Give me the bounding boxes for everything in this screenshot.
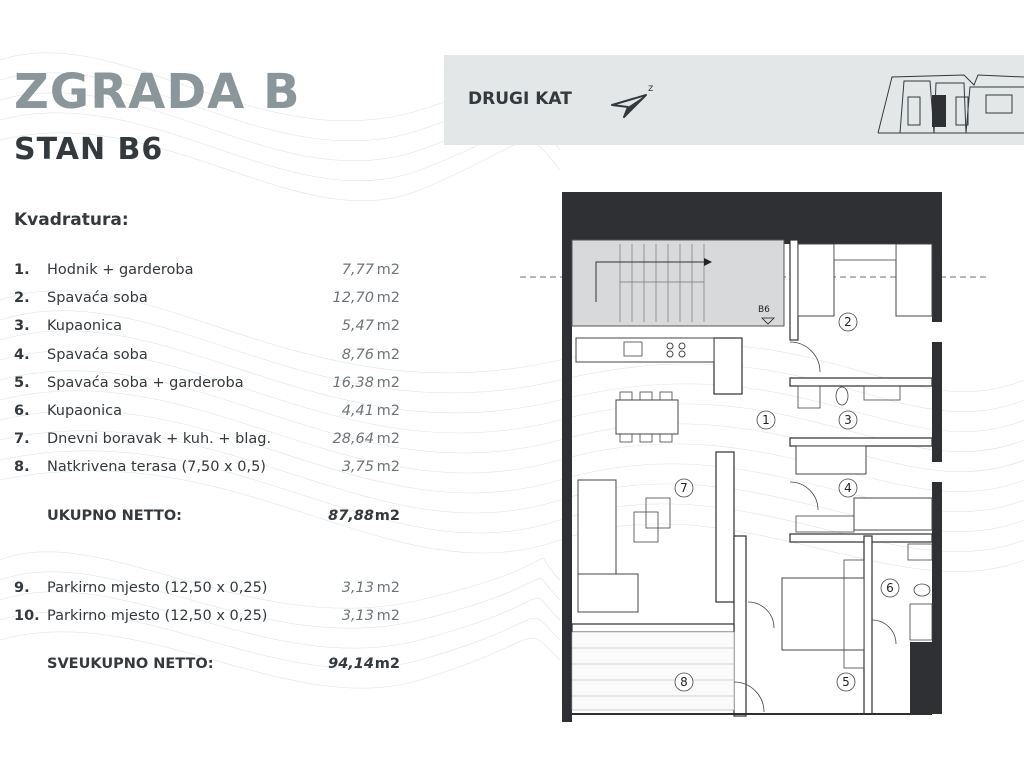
- room-label-4: 4: [844, 481, 852, 495]
- room-area: 3,13: [341, 580, 374, 596]
- grand-total-area: 94,14: [328, 656, 374, 672]
- area-unit: m2: [374, 656, 400, 672]
- area-unit: m2: [376, 374, 400, 391]
- room-number: 3.: [14, 318, 30, 335]
- room-number: 2.: [14, 290, 30, 307]
- grand-total-row: [14, 656, 404, 682]
- room-label-6: 6: [886, 581, 894, 595]
- room-label: Kupaonica: [47, 402, 123, 419]
- room-label: Parkirno mjesto (12,50 x 0,25): [47, 580, 268, 596]
- room-area: 3,13: [341, 608, 374, 625]
- room-area: 7,77: [341, 262, 374, 278]
- unit-title: STAN B6: [14, 132, 164, 167]
- list-item: [14, 258, 404, 286]
- area-unit: m2: [376, 608, 400, 625]
- room-label: Spavaća soba + garderoba: [47, 374, 244, 391]
- building-location-icon: [874, 71, 1024, 135]
- stairwell: [572, 240, 784, 326]
- list-item: [14, 286, 404, 314]
- room-label: Hodnik + garderoba: [47, 262, 194, 278]
- room-label: Parkirno mjesto (12,50 x 0,25): [47, 608, 268, 625]
- list-item: [14, 455, 404, 483]
- area-unit: m2: [376, 459, 400, 476]
- list-item: [14, 427, 404, 455]
- floor-plan: [520, 182, 990, 762]
- list-item: [14, 343, 404, 371]
- net-total-label: UKUPNO NETTO:: [47, 508, 182, 524]
- area-unit: m2: [376, 318, 400, 335]
- room-area: 12,70: [332, 290, 374, 307]
- area-unit: m2: [376, 402, 400, 419]
- area-unit: m2: [376, 262, 400, 278]
- list-item: [14, 604, 404, 632]
- grand-total-label: SVEUKUPNO NETTO:: [47, 656, 214, 672]
- room-number: 7.: [14, 431, 30, 448]
- room-number: 10.: [14, 608, 40, 625]
- area-unit: m2: [376, 346, 400, 363]
- room-label: Kupaonica: [47, 318, 123, 335]
- room-area: 8,76: [341, 346, 374, 363]
- room-area: 16,38: [332, 374, 374, 391]
- parking-area-list: [14, 576, 404, 632]
- north-wall: [562, 192, 942, 244]
- area-unit: m2: [376, 431, 400, 448]
- room-label-7: 7: [680, 481, 688, 495]
- room-label: Spavaća soba: [47, 346, 148, 363]
- floor-label: DRUGI KAT: [468, 89, 572, 109]
- room-area-list: [14, 258, 404, 484]
- room-area: 28,64: [332, 431, 374, 448]
- stair-tag: B6: [758, 305, 770, 315]
- room-label: Dnevni boravak + kuh. + blag.: [47, 431, 272, 448]
- list-item: [14, 576, 404, 604]
- list-item: [14, 314, 404, 342]
- net-total-row: [14, 508, 404, 534]
- room-number: 6.: [14, 402, 30, 419]
- room-number: 9.: [14, 580, 30, 596]
- list-item: [14, 371, 404, 399]
- area-unit: m2: [376, 290, 400, 307]
- room-number: 1.: [14, 262, 30, 278]
- north-arrow-icon: [610, 81, 660, 121]
- room-number: 5.: [14, 374, 30, 391]
- room-label-1: 1: [762, 413, 770, 427]
- area-unit: m2: [374, 508, 400, 524]
- room-label-5: 5: [842, 675, 850, 689]
- room-label-8: 8: [680, 675, 688, 689]
- building-title: ZGRADA B: [14, 64, 301, 120]
- room-number: 8.: [14, 459, 30, 476]
- room-label: Spavaća soba: [47, 290, 148, 307]
- room-area: 4,41: [341, 402, 374, 419]
- area-heading: Kvadratura:: [14, 210, 129, 230]
- room-area: 3,75: [341, 459, 374, 476]
- room-label-3: 3: [844, 413, 852, 427]
- room-number: 4.: [14, 346, 30, 363]
- floor-banner: [444, 55, 1024, 145]
- svg-text:z: z: [648, 83, 654, 94]
- room-label: Natkrivena terasa (7,50 x 0,5): [47, 459, 266, 476]
- room-label-2: 2: [844, 315, 852, 329]
- area-unit: m2: [376, 580, 400, 596]
- list-item: [14, 399, 404, 427]
- net-total-area: 87,88: [328, 508, 374, 524]
- room-area: 5,47: [341, 318, 374, 335]
